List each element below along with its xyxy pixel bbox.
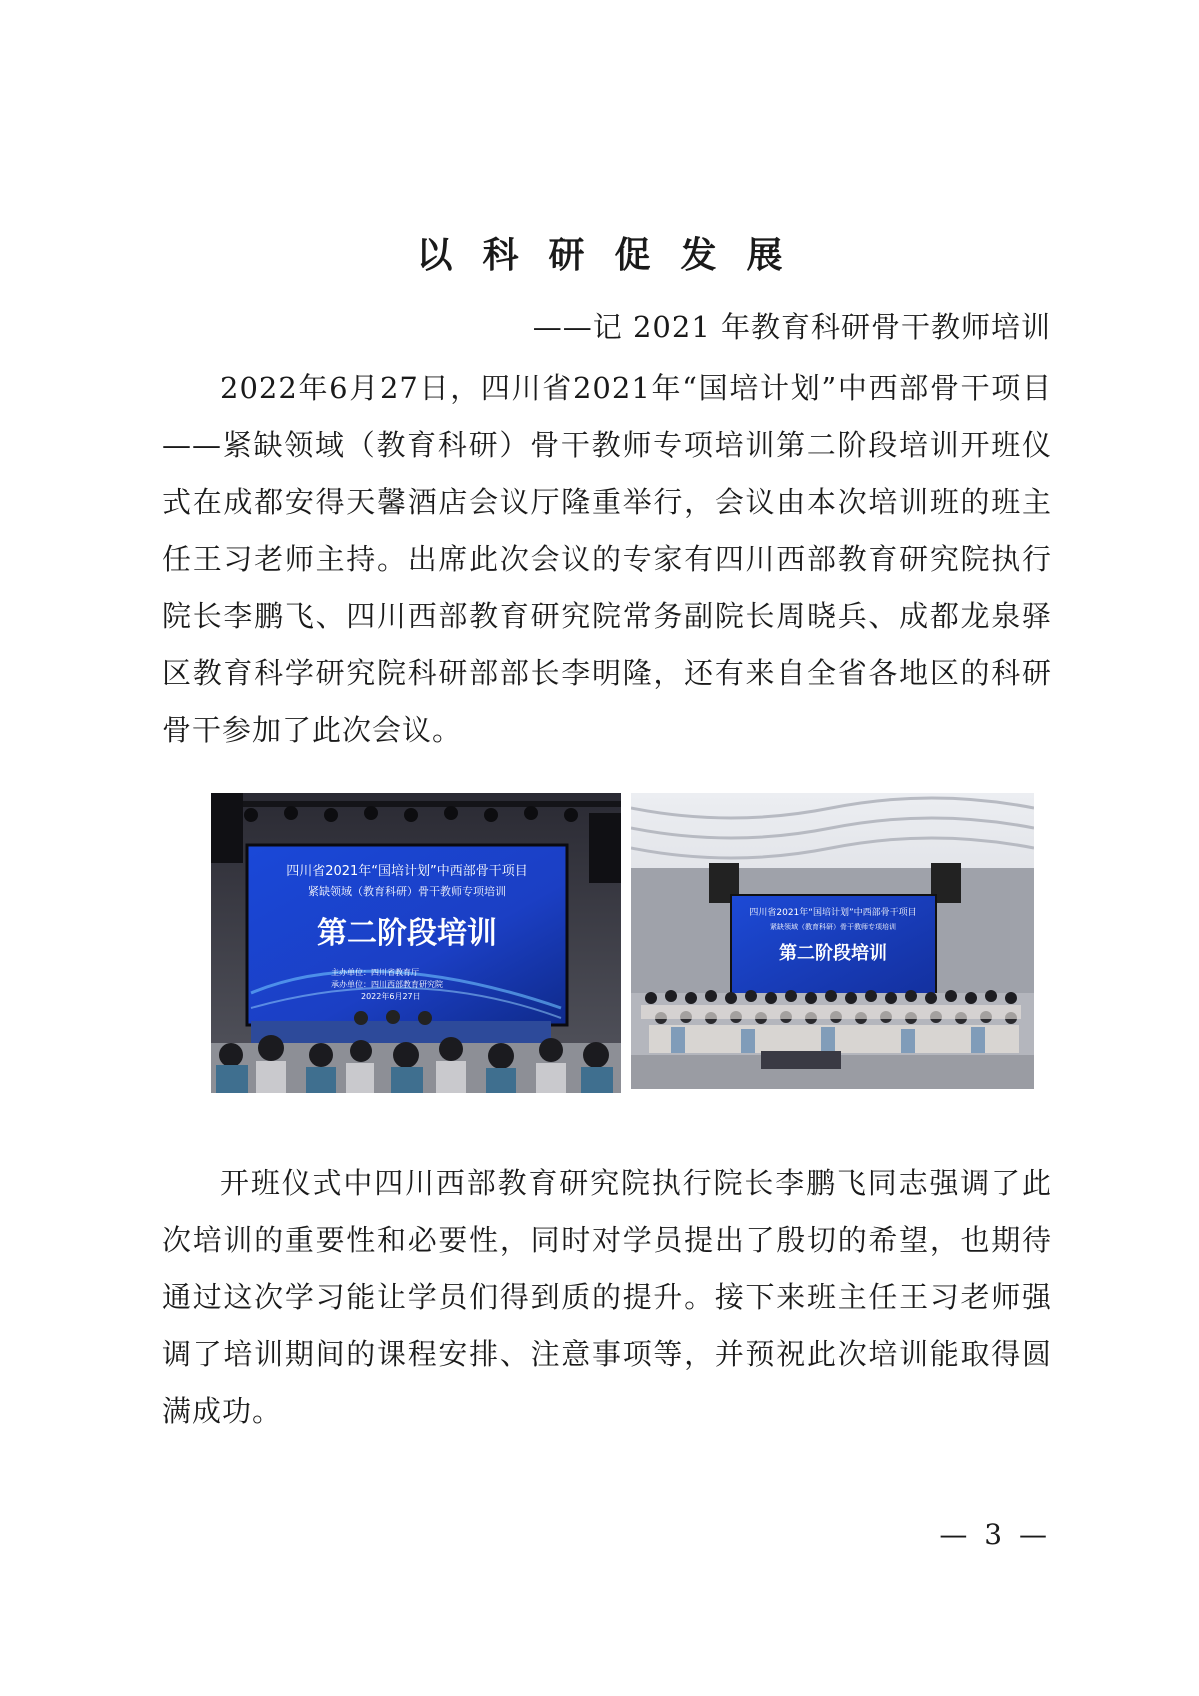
photo-group-picture xyxy=(631,793,1034,1089)
photo-group-picture-image xyxy=(631,793,1034,1089)
subtitle: ——记 2021 年教育科研骨干教师培训 xyxy=(532,310,1051,344)
paragraph-1: 2022年6月27日，四川省2021年“国培计划”中西部骨干项目——紧缺领域（教育科研）骨干教师专项培训第二阶段培训开班仪式在成都安得天馨酒店会议厅隆重举行，会议由本次培训班的班主任王习老师主持。出席此次会议的专家有四川西部教育研究院执行院长李鹏飞、四川西部教育研究院常务副院长周晓兵、成都龙泉驿区教育科学研究院科研部部长李明隆，还有来自全省各地区的科研骨干参加了此次会议。 xyxy=(162,371,1052,747)
photo-ceremony-stage xyxy=(211,793,621,1093)
screen-line-2-right: 紧缺领域（教育科研）骨干教师专项培训 xyxy=(770,923,896,931)
page-title: 以科研促发展 xyxy=(416,235,813,276)
screen-line-1: 四川省2021年“国培计划”中西部骨干项目 xyxy=(286,864,528,879)
screen-footer-2: 承办单位：四川西部教育研究院 xyxy=(331,980,443,989)
screen-footer-1: 主办单位：四川省教育厅 xyxy=(331,968,419,977)
page-number: — 3 — xyxy=(939,1518,1051,1551)
paragraph-2: 开班仪式中四川西部教育研究院执行院长李鹏飞同志强调了此次培训的重要性和必要性，同时对学员提出了殷切的希望，也期待通过这次学习能让学员们得到质的提升。接下来班主任王习老师强调了培训期间的课程安排、注意事项等，并预祝此次培训能取得圆满成功。 xyxy=(162,1166,1052,1428)
photo-ceremony-stage-image xyxy=(211,793,621,1093)
screen-heading: 第二阶段培训 xyxy=(317,916,497,951)
screen-line-2: 紧缺领域（教育科研）骨干教师专项培训 xyxy=(308,885,506,898)
screen-date: 2022年6月27日 xyxy=(361,992,421,1001)
screen-line-1-right: 四川省2021年“国培计划”中西部骨干项目 xyxy=(749,908,917,918)
screen-heading-right: 第二阶段培训 xyxy=(779,943,887,964)
